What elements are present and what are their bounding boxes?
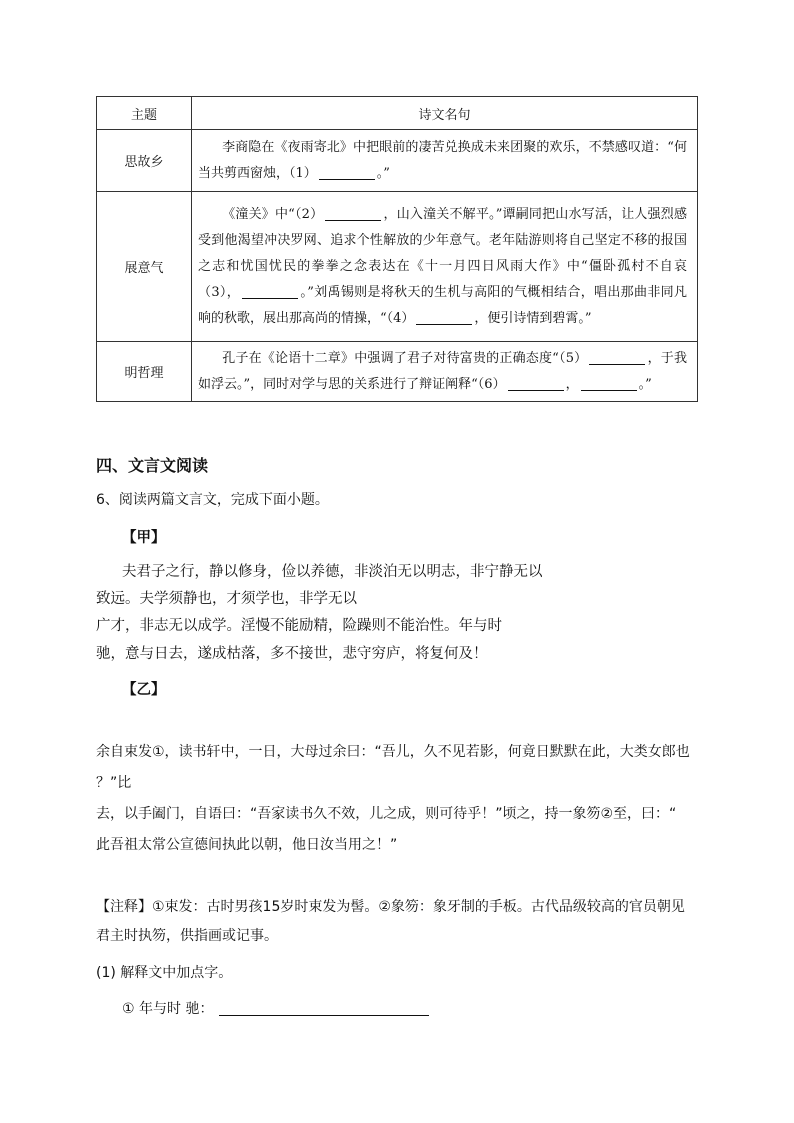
yi-line: 去，以手阖门，自语曰：“吾家读书久不效，儿之成，则可待乎！”顷之，持一象笏②至，曰：“	[96, 806, 677, 822]
sub-question: (1) 解释文中加点字。	[96, 965, 233, 981]
answer-blank[interactable]	[319, 165, 375, 180]
header-content: 诗文名句	[192, 97, 698, 130]
section-heading: 四、文言文阅读	[96, 456, 209, 475]
row-content: 李商隐在《夜雨寄北》中把眼前的凄苦兑换成未来团聚的欢乐，不禁感叹道：“何当共剪西窗烛，（1） 。”	[192, 130, 698, 192]
row-content: 孔子在《论语十二章》中强调了君子对待富贵的正确态度“（5） ，于我如浮云。”，同时对学与思的关系进行了辩证阐释“（6） ， 。”	[192, 342, 698, 402]
poem-table	[96, 96, 698, 402]
answer-blank[interactable]	[581, 376, 637, 391]
header-topic: 主题	[97, 97, 192, 130]
question-item: ① 年与时 驰：	[122, 998, 429, 1018]
jia-line: 夫君子之行，静以修身，俭以养德，非淡泊无以明志，非宁静无以	[122, 564, 543, 580]
jia-line: 致远。夫学须静也，才须学也，非学无以	[96, 591, 357, 607]
answer-blank[interactable]	[219, 1001, 429, 1016]
yi-line: ？”比	[96, 775, 132, 791]
answer-blank[interactable]	[242, 284, 298, 299]
yi-label: 【乙】	[122, 682, 166, 698]
table-row	[97, 342, 698, 402]
answer-blank[interactable]	[325, 206, 381, 221]
jia-line: 驰，意与日去，遂成枯落，多不接世，悲守穷庐，将复何及！	[96, 646, 488, 662]
yi-line: 余自束发①，读书轩中，一日，大母过余曰：“吾儿，久不见若影，何竟日默默在此，大类女郎也	[96, 744, 690, 760]
answer-blank[interactable]	[589, 350, 645, 365]
notes-line: 【注释】①束发：古时男孩15岁时束发为髻。②象笏：象牙制的手板。古代品级较高的官员朝见	[96, 899, 685, 915]
answer-blank[interactable]	[508, 376, 564, 391]
row-topic: 明哲理	[97, 342, 192, 402]
notes-line: 君主时执笏，供指画或记事。	[96, 928, 278, 944]
table-header-row	[97, 97, 698, 130]
table-row	[97, 130, 698, 192]
yi-line: 此吾祖太常公宣德间执此以朝，他日汝当用之！”	[96, 837, 398, 853]
row-content: 《潼关》中“（2） ，山入潼关不解平。”谭嗣同把山水写活，让人强烈感受到他渴望冲决罗网、追求个性解放的少年意气。老年陆游则将自己坚定不移的报国之志和忧国忧民的拳拳之念表达在《十一月四日风雨大作》中“僵卧孤村不自哀（3）， 。”刘禹锡则是将秋天的生机与高阳的气概相结合，唱出那曲非同凡响的秋歌，展出那高尚的情操，“（4） ，便引诗情到碧霄。”	[192, 192, 698, 342]
jia-label: 【甲】	[122, 530, 166, 546]
jia-line: 广才，非志无以成学。淫慢不能励精，险躁则不能治性。年与时	[96, 618, 502, 634]
row-topic: 展意气	[97, 192, 192, 342]
question-text: 6、阅读两篇文言文，完成下面小题。	[96, 492, 329, 508]
table-row	[97, 192, 698, 342]
row-topic: 思故乡	[97, 130, 192, 192]
answer-blank[interactable]	[416, 310, 472, 325]
